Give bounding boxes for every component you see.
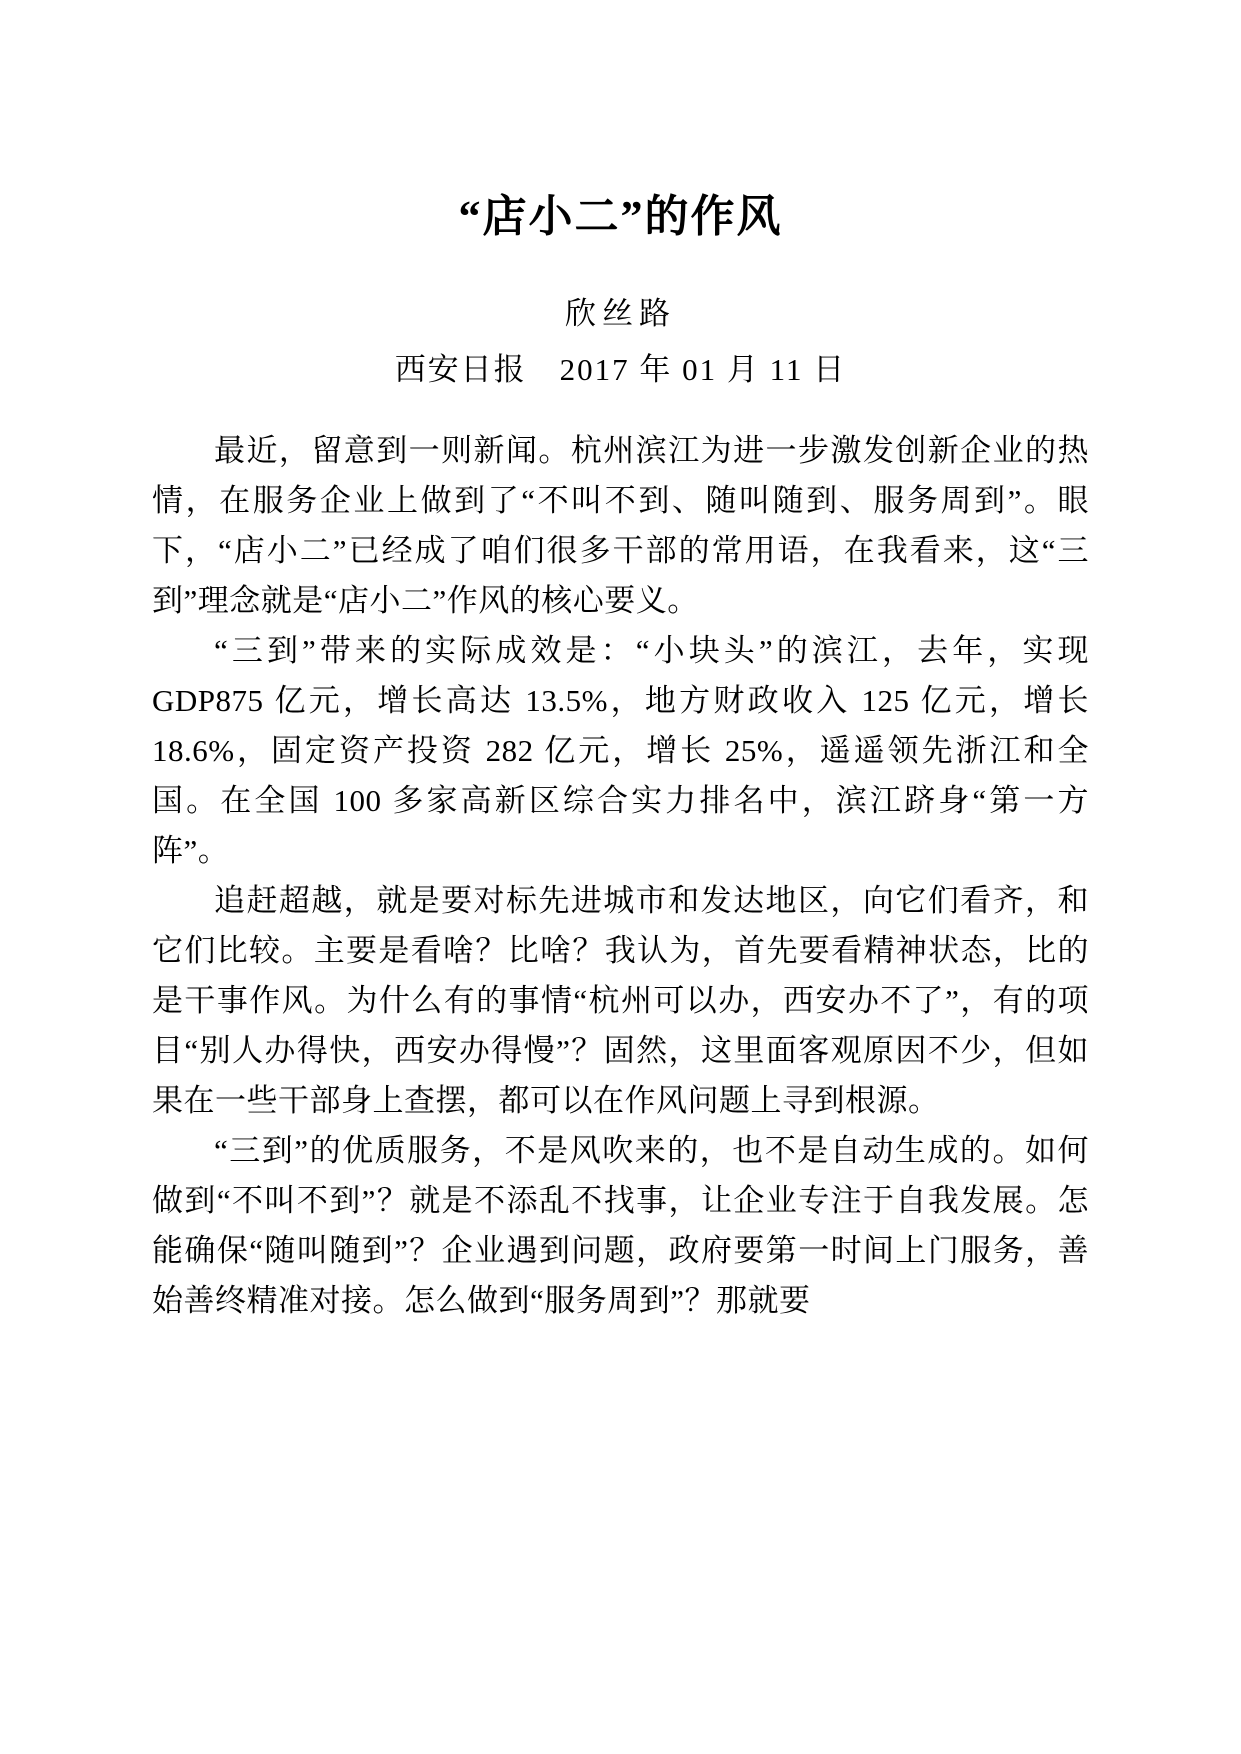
document-source-line: 西安日报 2017 年 01 月 11 日 — [394, 352, 847, 387]
paragraph: “三到”带来的实际成效是：“小块头”的滨江，去年，实现 GDP875 亿元，增长高达 13.5%，地方财政收入 125 亿元，增长 18.6%，固定资产投资 282 亿元，增长 25%，遥遥领先浙江和全国。在全国 100 多家高新区综合实力排名中，滨江跻身“第一方阵”。 — [152, 633, 1089, 868]
document-body — [152, 426, 1089, 1326]
paragraph: “三到”的优质服务，不是风吹来的，也不是自动生成的。如何做到“不叫不到”？就是不添乱不找事，让企业专注于自我发展。怎能确保“随叫随到”？企业遇到问题，政府要第一时间上门服务，善始善终精准对接。怎么做到“服务周到”？那就要 — [152, 1133, 1089, 1318]
paragraph: 追赶超越，就是要对标先进城市和发达地区，向它们看齐，和它们比较。主要是看啥？比啥？我认为，首先要看精神状态，比的是干事作风。为什么有的事情“杭州可以办，西安办不了”，有的项目“别人办得快，西安办得慢”？固然，这里面客观原因不少，但如果在一些干部身上查摆，都可以在作风问题上寻到根源。 — [152, 883, 1089, 1118]
document-author: 欣丝路 — [565, 296, 676, 331]
document-title: “店小二”的作风 — [458, 192, 783, 241]
paragraph: 最近，留意到一则新闻。杭州滨江为进一步激发创新企业的热情，在服务企业上做到了“不叫不到、随叫随到、服务周到”。眼下，“店小二”已经成了咱们很多干部的常用语，在我看来，这“三到”理念就是“店小二”作风的核心要义。 — [152, 433, 1089, 618]
